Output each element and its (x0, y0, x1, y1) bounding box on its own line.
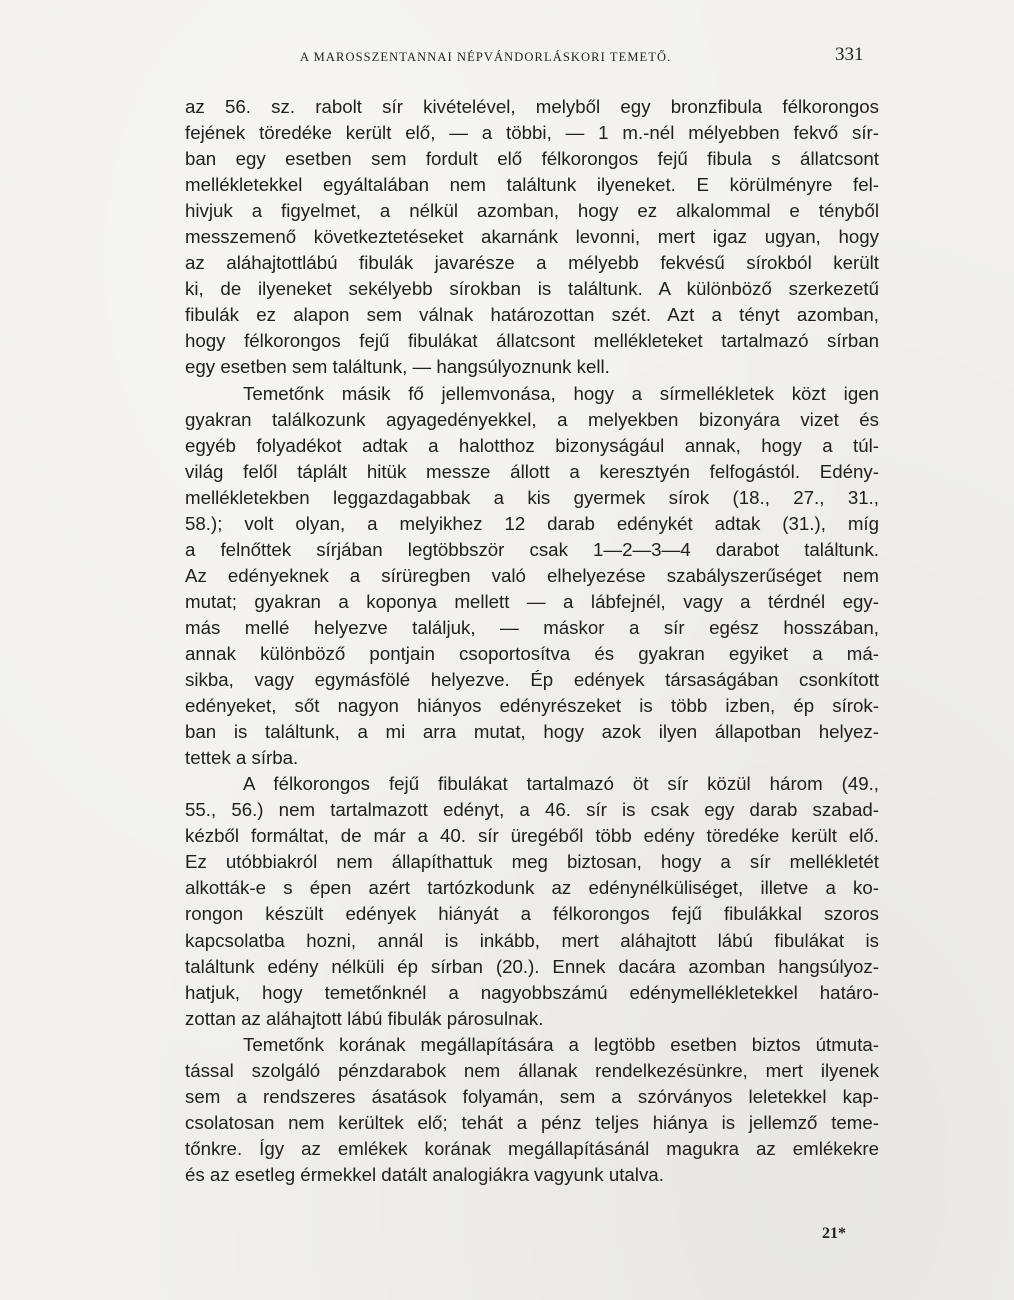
text-line: és az esetleg érmekkel datált analogiákra vagyunk utalva. (185, 1163, 664, 1185)
signature-mark: 21* (822, 1225, 846, 1242)
text-line: annak különböző pontjain csoportosítva és gyakran egyiket a má- (185, 642, 879, 664)
text-line: 58.); volt olyan, a melyikhez 12 darab edénykét adtak (31.), míg (185, 512, 879, 534)
text-line: más mellé helyezve találjuk, — máskor a sír egész hosszában, (185, 616, 879, 638)
text-line: az 56. sz. rabolt sír kivételével, melyből egy bronzfibula félkorongos (185, 96, 879, 117)
text-line: sikba, vagy egymásfölé helyezve. Ép edények társaságában csonkított (185, 669, 879, 691)
text-line: fibulák ez alapon sem válnak határozottan szét. Azt a tényt azomban, (185, 304, 879, 326)
text-line: hatjuk, hogy temetőnknél a nagyobbszámú edénymellékletekkel határo- (185, 981, 879, 1003)
page-number: 331 (835, 44, 864, 65)
text-line: messzemenő következtetéseket akarnánk levonni, mert igaz ugyan, hogy (185, 226, 879, 248)
text-line: ki, de ilyeneket sekélyebb sírokban is találtunk. A különböző szerkezetű (185, 278, 879, 300)
text-line: kézből formáltat, de már a 40. sír üregéből több edény töredéke került elő. (185, 825, 879, 847)
text-line: sem a rendszeres ásatások folyamán, sem a szórványos leletekkel kap- (185, 1085, 879, 1107)
text-line: egyéb folyadékot adtak a halotthoz bizonyságául annak, hogy a túl- (185, 434, 879, 456)
text-line: gyakran találkozunk agyagedényekkel, a melyekben bizonyára vizet és (185, 408, 879, 430)
text-line: az aláhajtottlábú fibulák javarésze a mélyebb fekvésű sírokból került (185, 252, 879, 274)
text-line: világ felől táplált hitük messze állott a keresztyén felfogástól. Edény- (185, 460, 879, 482)
text-line: csolatosan nem kerültek elő; tehát a pénz teljes hiánya is jellemző teme- (185, 1111, 879, 1133)
text-line: találtunk edény nélküli ép sírban (20.). Ennek dacára azomban hangsúlyoz- (185, 955, 879, 977)
text-line: A félkorongos fejű fibulákat tartalmazó öt sír közül három (49., (243, 773, 879, 795)
running-title: A MAROSSZENTANNAI NÉPVÁNDORLÁSKORI TEMETŐ. (300, 50, 672, 64)
text-line: Temetőnk másik fő jellemvonása, hogy a sírmellékletek közt igen (243, 382, 879, 404)
text-line: edényeket, sőt nagyon hiányos edényrészeket is több izben, ép sírok- (185, 695, 879, 717)
text-line: mellékletekkel egyáltalában nem találtunk ilyeneket. E körülményre fel- (185, 174, 879, 196)
text-line: mutat; gyakran a koponya mellett — a lábfejnél, vagy a térdnél egy- (185, 590, 879, 612)
text-line: a felnőttek sírjában legtöbbször csak 1—2—3—4 darabot találtunk. (185, 538, 879, 560)
text-line: mellékletekben leggazdagabbak a kis gyermek sírok (18., 27., 31., (185, 486, 879, 508)
text-line: egy esetben sem találtunk, — hangsúlyoznunk kell. (185, 356, 610, 378)
text-line: Temetőnk korának megállapítására a legtöbb esetben biztos útmuta- (243, 1033, 879, 1055)
text-line: hivjuk a figyelmet, a nélkül azomban, hogy ez alkalommal e tényből (185, 200, 879, 222)
body-text (185, 94, 879, 1188)
text-line: alkották-e s épen azért tartózkodunk az edénynélküliséget, illetve a ko- (185, 877, 879, 899)
text-line: fejének töredéke került elő, — a többi, — 1 m.-nél mélyebben fekvő sír- (185, 122, 879, 144)
text-line: ban is találtunk, a mi arra mutat, hogy azok ilyen állapotban helyez- (185, 721, 879, 743)
text-line: tettek a sírba. (185, 747, 299, 769)
text-line: rongon készült edények hiányát a félkorongos fejű fibulákkal szoros (185, 903, 879, 925)
running-head (0, 44, 1014, 68)
text-line: 55., 56.) nem tartalmazott edényt, a 46. sír is csak egy darab szabad- (185, 799, 879, 821)
text-line: Az edényeknek a sírüregben való elhelyezése szabályszerűséget nem (185, 564, 879, 586)
text-line: kapcsolatba hozni, annál is inkább, mert aláhajtott lábú fibulákat is (185, 929, 879, 951)
text-line: hogy félkorongos fejű fibulákat állatcsont mellékleteket tartalmazó sírban (185, 330, 879, 352)
text-line: tőnkre. Így az emlékek korának megállapításánál magukra az emlékekre (185, 1137, 879, 1159)
text-line: tással szolgáló pénzdarabok nem állanak rendelkezésünkre, mert ilyenek (185, 1059, 879, 1081)
text-line: zottan az aláhajtott lábú fibulák párosulnak. (185, 1007, 544, 1029)
text-line: Ez utóbbiakról nem állapíthattuk meg biztosan, hogy a sír mellékletét (185, 851, 879, 873)
text-line: ban egy esetben sem fordult elő félkorongos fejű fibula s állatcsont (185, 148, 879, 170)
